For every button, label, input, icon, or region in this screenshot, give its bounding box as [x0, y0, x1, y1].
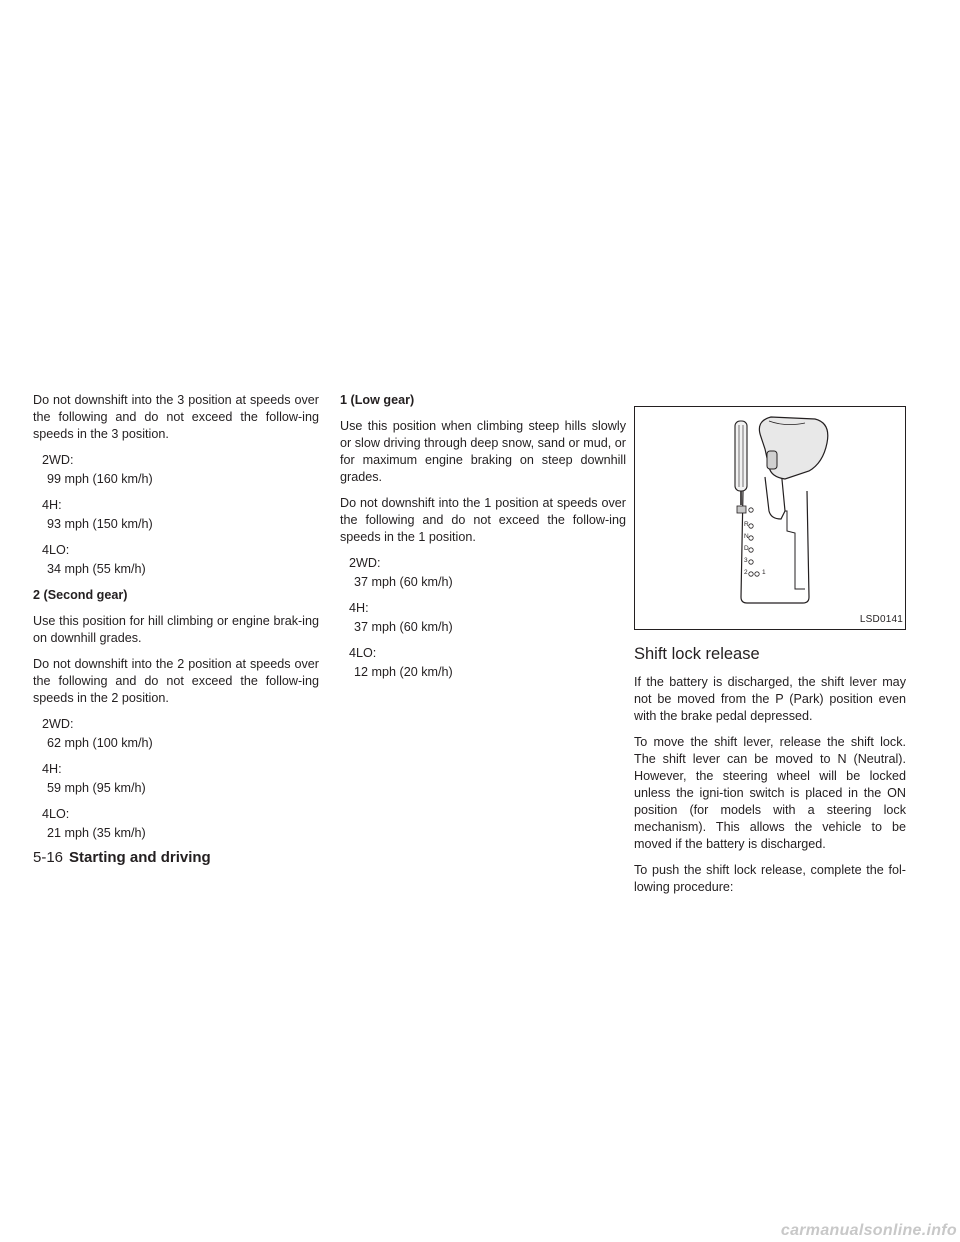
- spec-label: 2WD:: [349, 556, 381, 570]
- paragraph-3-position-intro: Do not downshift into the 3 position at speeds over the following and do not exceed the follow-ing speeds in the 3 position.: [33, 393, 319, 441]
- gate-label: D: [744, 545, 749, 552]
- spec-label: 4H:: [42, 498, 62, 512]
- paragraph-low-gear-intro: Do not downshift into the 1 position at speeds over the following and do not exceed the follow-ing speeds in the 1 position.: [340, 496, 626, 544]
- spec-label: 4LO:: [349, 646, 377, 660]
- gate-label: 3: [744, 557, 748, 564]
- shift-lever-illustration: [634, 406, 906, 630]
- heading-low-gear: 1 (Low gear): [340, 393, 415, 407]
- column-middle: [340, 392, 626, 690]
- spec-value: 12 mph (20 km/h): [354, 665, 453, 679]
- spec-value: 59 mph (95 km/h): [47, 781, 146, 795]
- paragraph-battery-discharged: If the battery is discharged, the shift lever may not be moved from the P (Park) position even with the brake pedal depressed.: [634, 675, 906, 723]
- gate-label: 2: [744, 569, 748, 576]
- heading-second-gear: 2 (Second gear): [33, 588, 128, 602]
- spec-label: 2WD:: [42, 453, 74, 467]
- column-left: [33, 392, 319, 851]
- page-number: 5-16: [33, 849, 64, 866]
- gate-label: R: [744, 521, 749, 528]
- footer-section-name: Starting and driving: [69, 849, 211, 866]
- spec-value: 37 mph (60 km/h): [354, 575, 453, 589]
- spec-label: 2WD:: [42, 717, 74, 731]
- section-title-shift-lock-release: Shift lock release: [634, 645, 760, 663]
- paragraph-second-gear-intro: Do not downshift into the 2 position at speeds over the following and do not exceed the follow-ing speeds in the 2 position.: [33, 657, 319, 705]
- spec-label: 4H:: [42, 762, 62, 776]
- spec-value: 62 mph (100 km/h): [47, 736, 153, 750]
- paragraph-second-gear-use: Use this position for hill climbing or engine brak-ing on downhill grades.: [33, 614, 319, 645]
- figure-code: LSD0141: [859, 614, 903, 625]
- spec-value: 37 mph (60 km/h): [354, 620, 453, 634]
- spec-value: 99 mph (160 km/h): [47, 472, 153, 486]
- gate-label: 1: [762, 569, 766, 576]
- page-footer: [33, 849, 211, 866]
- spec-value: 21 mph (35 km/h): [47, 826, 146, 840]
- shift-lever-drawing: [635, 407, 905, 629]
- watermark: carmanualsonline.info: [780, 1222, 957, 1239]
- column-right: [634, 406, 906, 905]
- spec-label: 4H:: [349, 601, 369, 615]
- paragraph-low-gear-use: Use this position when climbing steep hills slowly or slow driving through deep snow, sand or mud, or for maximum engine braking on steep downhill grades.: [340, 419, 626, 484]
- spec-label: 4LO:: [42, 807, 70, 821]
- gate-label: N: [744, 533, 749, 540]
- spec-value: 93 mph (150 km/h): [47, 517, 153, 531]
- paragraph-move-shift-lever: To move the shift lever, release the shift lock. The shift lever can be moved to N (Neutral). However, the steering wheel will be locked unless the igni-tion switch is placed in the ON position (for models with a steering lock mechanism). This allows the vehicle to be moved if the battery is discharged.: [634, 735, 906, 851]
- paragraph-procedure-intro: To push the shift lock release, complete the fol-lowing procedure:: [634, 863, 906, 894]
- spec-label: 4LO:: [42, 543, 70, 557]
- spec-value: 34 mph (55 km/h): [47, 562, 146, 576]
